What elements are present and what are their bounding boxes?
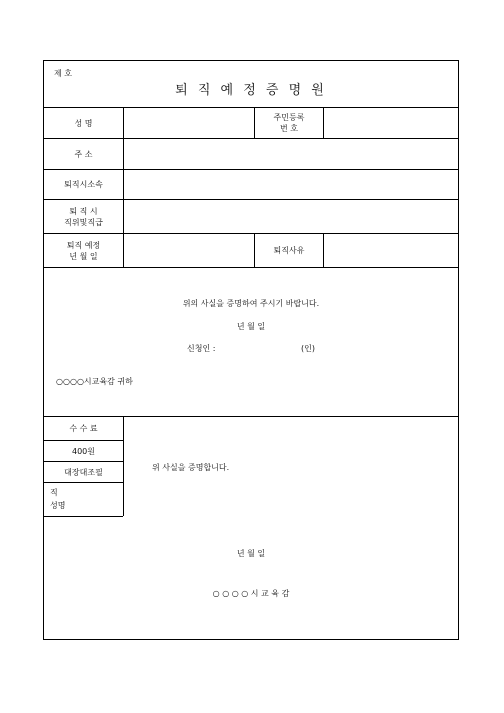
position-label-line1: 퇴 직 시 [69,206,98,216]
request-statement: 위의 사실을 증명하여 주시기 바랍니다. [182,299,320,308]
resident-number-field[interactable] [324,108,458,138]
row-divider [44,267,458,268]
name-label: 성 명 [74,118,93,128]
addressee: ○○○○시교육감 귀하 [56,377,133,386]
address-field[interactable] [124,139,458,169]
ledger-check-label: 대장대조필 [64,467,103,477]
staff-label-line1: 직 [50,488,58,497]
staff-signature-label [50,486,65,512]
position-label-line2: 직위및직급 [64,217,103,227]
document-number-label: 제 호 [54,69,72,78]
fee-box-bottom-border [44,516,123,517]
resident-number-label [255,108,323,138]
affiliation-field[interactable] [124,170,458,199]
request-date: 년 월 일 [236,322,266,331]
applicant-field[interactable] [234,341,304,353]
reason-field[interactable] [324,234,458,267]
fee-label: 수 수 료 [69,424,98,433]
address-label: 주 소 [74,149,93,159]
certification-date: 년 월 일 [236,549,266,558]
reason-label: 퇴직사유 [273,246,305,255]
resident-number-label-line1: 주민등록 [273,113,305,122]
name-field[interactable] [124,108,254,138]
planned-date-label [44,234,123,267]
certificate-form [43,60,459,640]
planned-date-field[interactable] [124,234,254,267]
certification-statement: 위 사실을 증명합니다. [152,463,230,472]
staff-label-line2: 성명 [50,501,66,510]
fee-box-right-border [123,416,124,516]
position-field[interactable] [124,200,458,233]
seal-mark: (인) [301,344,315,353]
affiliation-label: 퇴직시소속 [64,180,103,189]
planned-date-label-line1: 퇴직 예정 [66,240,101,250]
fee-box-divider [44,482,123,483]
issuer-name: ○ ○ ○ ○ 시 교 육 감 [212,589,290,598]
applicant-label: 신청인 : [187,344,216,353]
resident-number-label-line2: 번 호 [280,124,298,133]
position-label [44,200,123,233]
document-title: 퇴 직 예 정 증 명 원 [175,83,327,98]
planned-date-label-line2: 년 월 일 [69,251,98,261]
fee-amount: 400원 [72,446,95,456]
